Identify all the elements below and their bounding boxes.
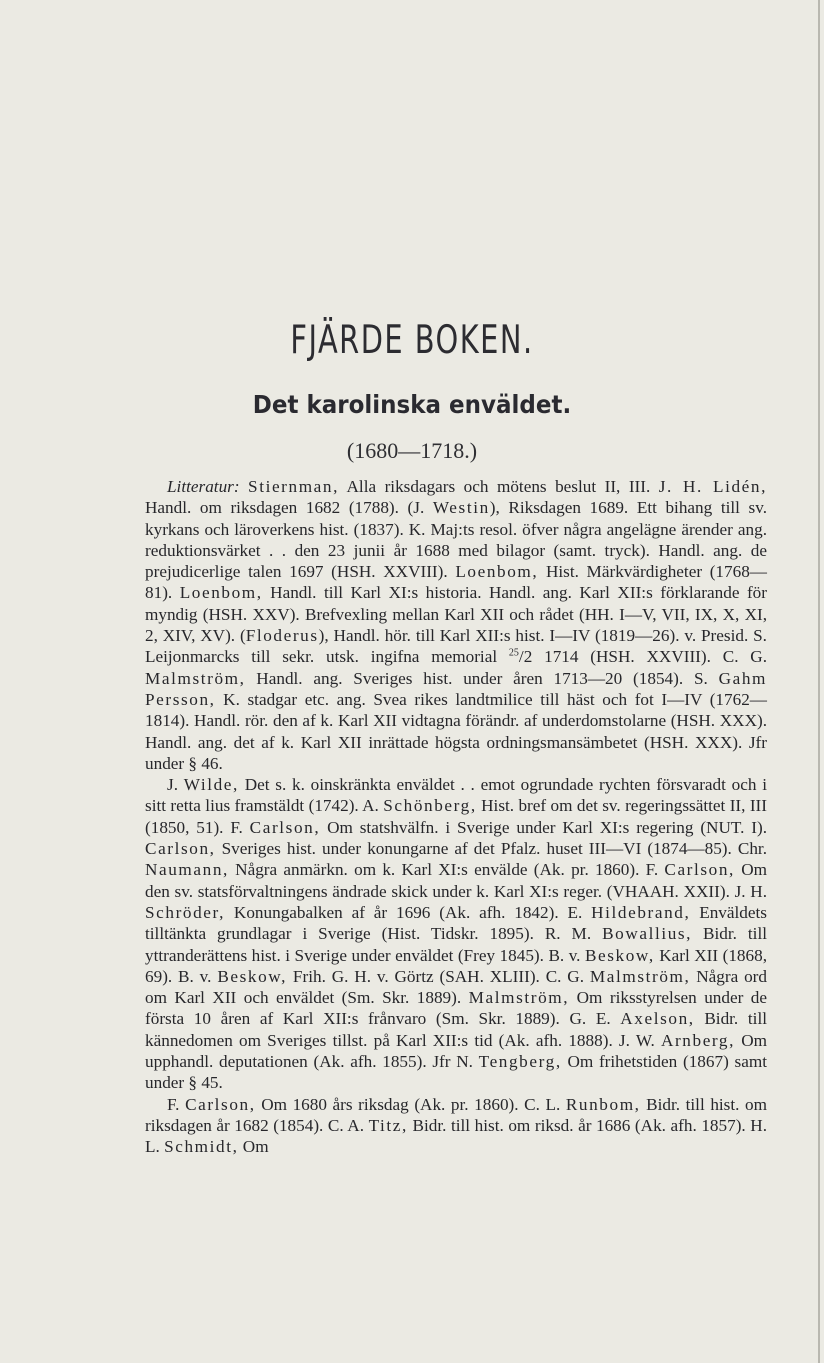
- text-run: Handl. om riksdagen 1682 (1788). (J.: [145, 498, 433, 518]
- literature-paragraph-1: [145, 476, 767, 774]
- author-name: Hildebrand,: [591, 902, 691, 922]
- period-years: (1680—1718.): [346, 438, 478, 463]
- text-run: Bidr. till yttranderättens hist. i Sverige under enväldet (Frey 1845). B. v.: [145, 924, 767, 965]
- literature-section: [145, 476, 767, 1158]
- text-run: K. stadgar etc. ang. Svea rikes landtmilice till häst och fot I—IV (1762—1814). Handl. rör. den af k. Karl XII vidtagna förändr. af underdomstolarne (HSH. XXX). Handl. ang. det af k. Karl XII inrättade högsta ordningsmansämbetet (HSH. XXX). Jfr under § 46.: [145, 689, 767, 773]
- text-run: Bidr. till hist. om riksdagen år 1682 (1854). C. A.: [145, 1094, 767, 1135]
- author-name: Floderus: [245, 626, 319, 646]
- author-name: Axelson,: [620, 1009, 695, 1029]
- author-name: Malmström,: [468, 988, 570, 1008]
- literature-paragraph-3: [145, 1094, 767, 1158]
- text-run: Hist. Märkvärdigheter (1768—81).: [145, 562, 767, 603]
- page-edge-line: [818, 0, 820, 1363]
- text-run: ), Riksdagen 1689. Ett bihang till sv. kyrkans och läroverkens hist. (1837). K. Maj:ts resol. öfver några angelägne ärender ang. reduktionsvärket . . den 23 junii år 1688 med bilagor (samt. tryck). Handl. ang. de prejudicerlige talen 1697 (HSH. XXVIII).: [145, 498, 767, 582]
- text-run: Om 1680 års riksdag (Ak. pr. 1860). C. L.: [255, 1094, 566, 1114]
- text-run: Alla riksdagars och mötens beslut II, III.: [339, 477, 659, 496]
- text-run: Sveriges hist. under konungarne af det Pfalz. huset III—VI (1874—85). Chr.: [215, 839, 767, 859]
- text-run: Om frihetstiden (1867) samt under § 45.: [145, 1052, 767, 1093]
- author-name: J. H. Lidén,: [658, 477, 767, 496]
- paragraph-content: [145, 775, 767, 1092]
- author-name: Carlson,: [664, 860, 735, 880]
- literature-paragraph-2: [145, 774, 767, 1093]
- author-name: Runbom,: [565, 1094, 641, 1114]
- text-run: Några ord om Karl XII och enväldet (Sm. Skr. 1889).: [145, 966, 767, 1008]
- author-name: Schmidt,: [164, 1137, 239, 1157]
- author-name: Loenbom,: [455, 562, 539, 582]
- author-name: Carlson,: [145, 839, 216, 859]
- text-run: Om den sv. statsförvaltningens ändrade skick under k. Karl XI:s reger. (VHAAH. XXII). J. H.: [145, 860, 768, 901]
- text-run: /2 1714 (HSH. XXVIII). C. G.: [518, 647, 768, 667]
- text-run: Karl XII (1868, 69). B. v.: [145, 945, 768, 986]
- author-name: Carlson,: [249, 817, 321, 837]
- paragraph-content: [145, 477, 767, 773]
- text-run: Bidr. till kännedomen om Sveriges tillst. på Karl XII:s tid (Ak. afh. 1888). J. W.: [145, 1009, 767, 1050]
- author-name: Carlson,: [185, 1094, 256, 1114]
- text-run: Hist. bref om det sv. regeringssättet II, III (1850, 51). F.: [145, 796, 767, 837]
- text-run: Om: [238, 1137, 269, 1157]
- author-name: Bowallius,: [602, 924, 693, 944]
- text-run: Konungabalken af år 1696 (Ak. afh. 1842). E.: [225, 902, 592, 922]
- author-name: Beskow,: [584, 945, 655, 965]
- author-name: Malmström,: [145, 668, 246, 688]
- author-name: Schröder,: [145, 902, 226, 922]
- text-run: Bidr. till hist. om riksd. år 1686 (Ak. afh. 1857). H. L.: [145, 1115, 767, 1157]
- text-run: Frih. G. H. v. Görtz (SAH. XLIII). C. G.: [287, 966, 590, 986]
- author-name: Titz,: [368, 1115, 408, 1135]
- text-run: Det s. k. oinskränkta enväldet . . emot ogrundade rychten försvaradt och i sitt retta lius framstäldt (1742). A.: [145, 775, 767, 816]
- text-run: J.: [167, 775, 184, 795]
- author-name: Westin: [432, 498, 490, 518]
- author-name: Loenbom,: [179, 583, 263, 603]
- text-run: Enväldets tilltänkta grundlagar i Sverige (Hist. Tidskr. 1895). R. M.: [145, 902, 767, 944]
- literature-label: Litteratur:: [167, 477, 240, 496]
- text-run: Handl. ang. Sveriges hist. under åren 1713—20 (1854). S.: [245, 668, 719, 688]
- author-name: Naumann,: [145, 860, 229, 880]
- text-run: Handl. till Karl XI:s historia. Handl. ang. Karl XII:s förklarande för myndig (HSH. XXV). Brefvexling mellan Karl XII och rådet (HH. I—V, VII, IX, X, XI, 2, XIV, XV). (: [145, 583, 767, 646]
- author-name: Wilde,: [183, 775, 239, 795]
- superscript: 25: [508, 647, 519, 659]
- chapter-subtitle: Det karolinska enväldet.: [252, 390, 572, 419]
- text-run: F.: [167, 1094, 186, 1114]
- author-name: Malmström,: [589, 966, 691, 986]
- text-run: Om riksstyrelsen under de första 10 åren af Karl XII:s frånvaro (Sm. Skr. 1889). G. E.: [145, 988, 768, 1029]
- text-run: Några anmärkn. om k. Karl XI:s envälde (Ak. pr. 1860). F.: [228, 860, 665, 880]
- book-title: FJÄRDE BOKEN.: [290, 318, 534, 363]
- author-name: Arnberg,: [660, 1030, 736, 1050]
- author-name: Schönberg,: [383, 796, 477, 816]
- author-name: Gahm Persson,: [145, 668, 767, 709]
- text-run: ), Handl. hör. till Karl XII:s hist. I—IV (1819—26). v. Presid. S. Leijonmarcks till sekr. utsk. ingifna memorial: [145, 626, 767, 667]
- paragraph-content: [145, 1095, 767, 1157]
- text-run: Om statshvälfn. i Sverige under Karl XI:s regering (NUT. I).: [320, 817, 767, 837]
- author-name: Beskow,: [217, 966, 288, 986]
- text-run: [240, 477, 248, 496]
- text-run: Om upphandl. deputationen (Ak. afh. 1855). Jfr N.: [145, 1030, 768, 1072]
- author-name: Stiernman,: [248, 477, 339, 496]
- author-name: Tengberg,: [478, 1052, 562, 1072]
